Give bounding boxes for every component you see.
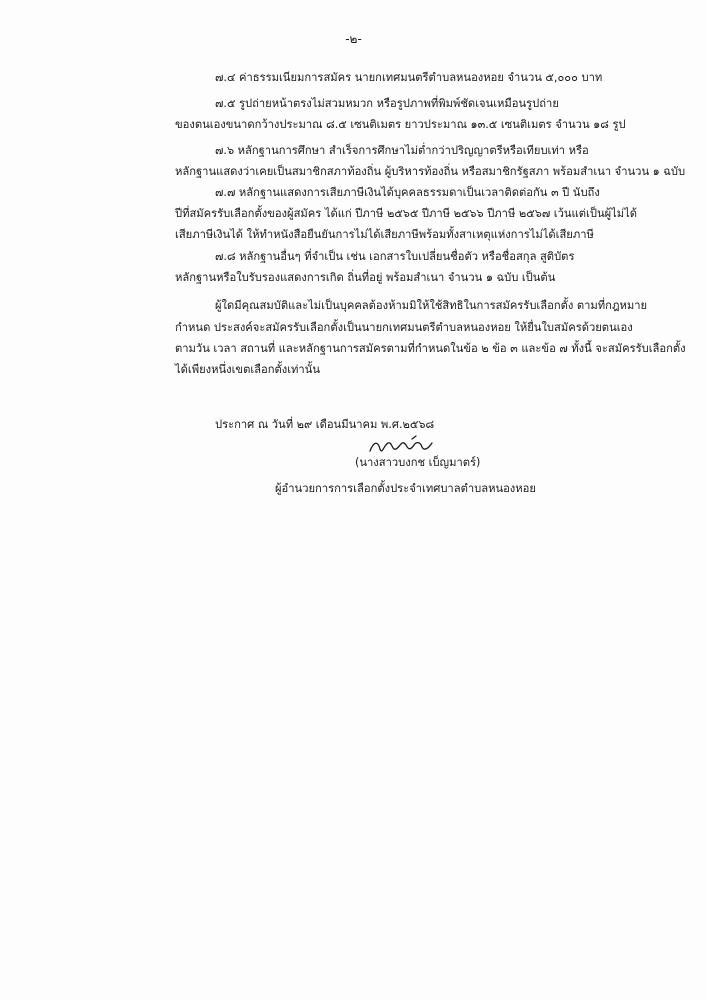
closing-paragraph-line-3: ตามวัน เวลา สถานที่ และหลักฐานการสมัครตามที่กำหนดในข้อ ๒ ข้อ ๓ และข้อ ๗ ทั้งนี้ จะสมัครรับเลือกตั้ง <box>175 342 686 355</box>
item-7-5-line-1: ๗.๕ รูปถ่ายหน้าตรงไม่สวมหมวก หรือรูปภาพที่พิมพ์ชัดเจนเหมือนรูปถ่าย <box>215 97 559 110</box>
item-7-7-line-2: ปีที่สมัครรับเลือกตั้งของผู้สมัคร ได้แก่ ปีภาษี ๒๕๖๕ ปีภาษี ๒๕๖๖ ปีภาษี ๒๕๖๗ เว้นแต่เป็นผู้ไม่ได้ <box>175 207 638 220</box>
announcement-date: ประกาศ ณ วันที่ ๒๙ เดือนมีนาคม พ.ศ.๒๕๖๘ <box>215 418 435 431</box>
signatory-name: (นางสาวบงกช เบ็ญมาตร์) <box>355 456 481 469</box>
item-7-4-line-1: ๗.๔ ค่าธรรมเนียมการสมัคร นายกเทศมนตรีตำบลหนองหอย จำนวน ๕,๐๐๐ บาท <box>215 71 603 84</box>
item-7-6-line-2: หลักฐานแสดงว่าเคยเป็นสมาชิกสภาท้องถิ่น ผู้บริหารท้องถิ่น หรือสมาชิกรัฐสภา พร้อมสำเนา จำนวน ๑ ฉบับ <box>175 165 686 178</box>
item-7-6-line-1: ๗.๖ หลักฐานการศึกษา สำเร็จการศึกษาไม่ต่ำกว่าปริญญาตรีหรือเทียบเท่า หรือ <box>215 144 589 157</box>
page-number: -๒- <box>345 32 362 46</box>
closing-paragraph-line-4: ได้เพียงหนึ่งเขตเลือกตั้งเท่านั้น <box>175 363 321 376</box>
closing-paragraph-line-2: กำหนด ประสงค์จะสมัครรับเลือกตั้งเป็นนายกเทศมนตรีตำบลหนองหอย ให้ยื่นใบสมัครด้วยตนเอง <box>175 321 633 334</box>
signatory-title: ผู้อำนวยการการเลือกตั้งประจำเทศบาลตำบลหนองหอย <box>275 482 536 495</box>
item-7-7-line-1: ๗.๗ หลักฐานแสดงการเสียภาษีเงินได้บุคคลธรรมดาเป็นเวลาติดต่อกัน ๓ ปี นับถึง <box>215 186 600 199</box>
item-7-8-line-1: ๗.๘ หลักฐานอื่นๆ ที่จำเป็น เช่น เอกสารใบเปลี่ยนชื่อตัว หรือชื่อสกุล สูติบัตร <box>215 250 575 263</box>
closing-paragraph-line-1: ผู้ใดมีคุณสมบัติและไม่เป็นบุคคลต้องห้ามมิให้ใช้สิทธิในการสมัครรับเลือกตั้ง ตามที่กฎหมาย <box>215 299 648 312</box>
item-7-8-line-2: หลักฐานหรือใบรับรองแสดงการเกิด ถิ่นที่อยู่ พร้อมสำเนา จำนวน ๑ ฉบับ เป็นต้น <box>175 271 556 284</box>
item-7-5-line-2: ของตนเองขนาดกว้างประมาณ ๘.๕ เซนติเมตร ยาวประมาณ ๑๓.๕ เซนติเมตร จำนวน ๑๘ รูป <box>175 118 626 131</box>
item-7-7-line-3: เสียภาษีเงินได้ ให้ทำหนังสือยืนยันการไม่ได้เสียภาษีพร้อมทั้งสาเหตุแห่งการไม่ได้เสียภาษี <box>175 228 594 241</box>
